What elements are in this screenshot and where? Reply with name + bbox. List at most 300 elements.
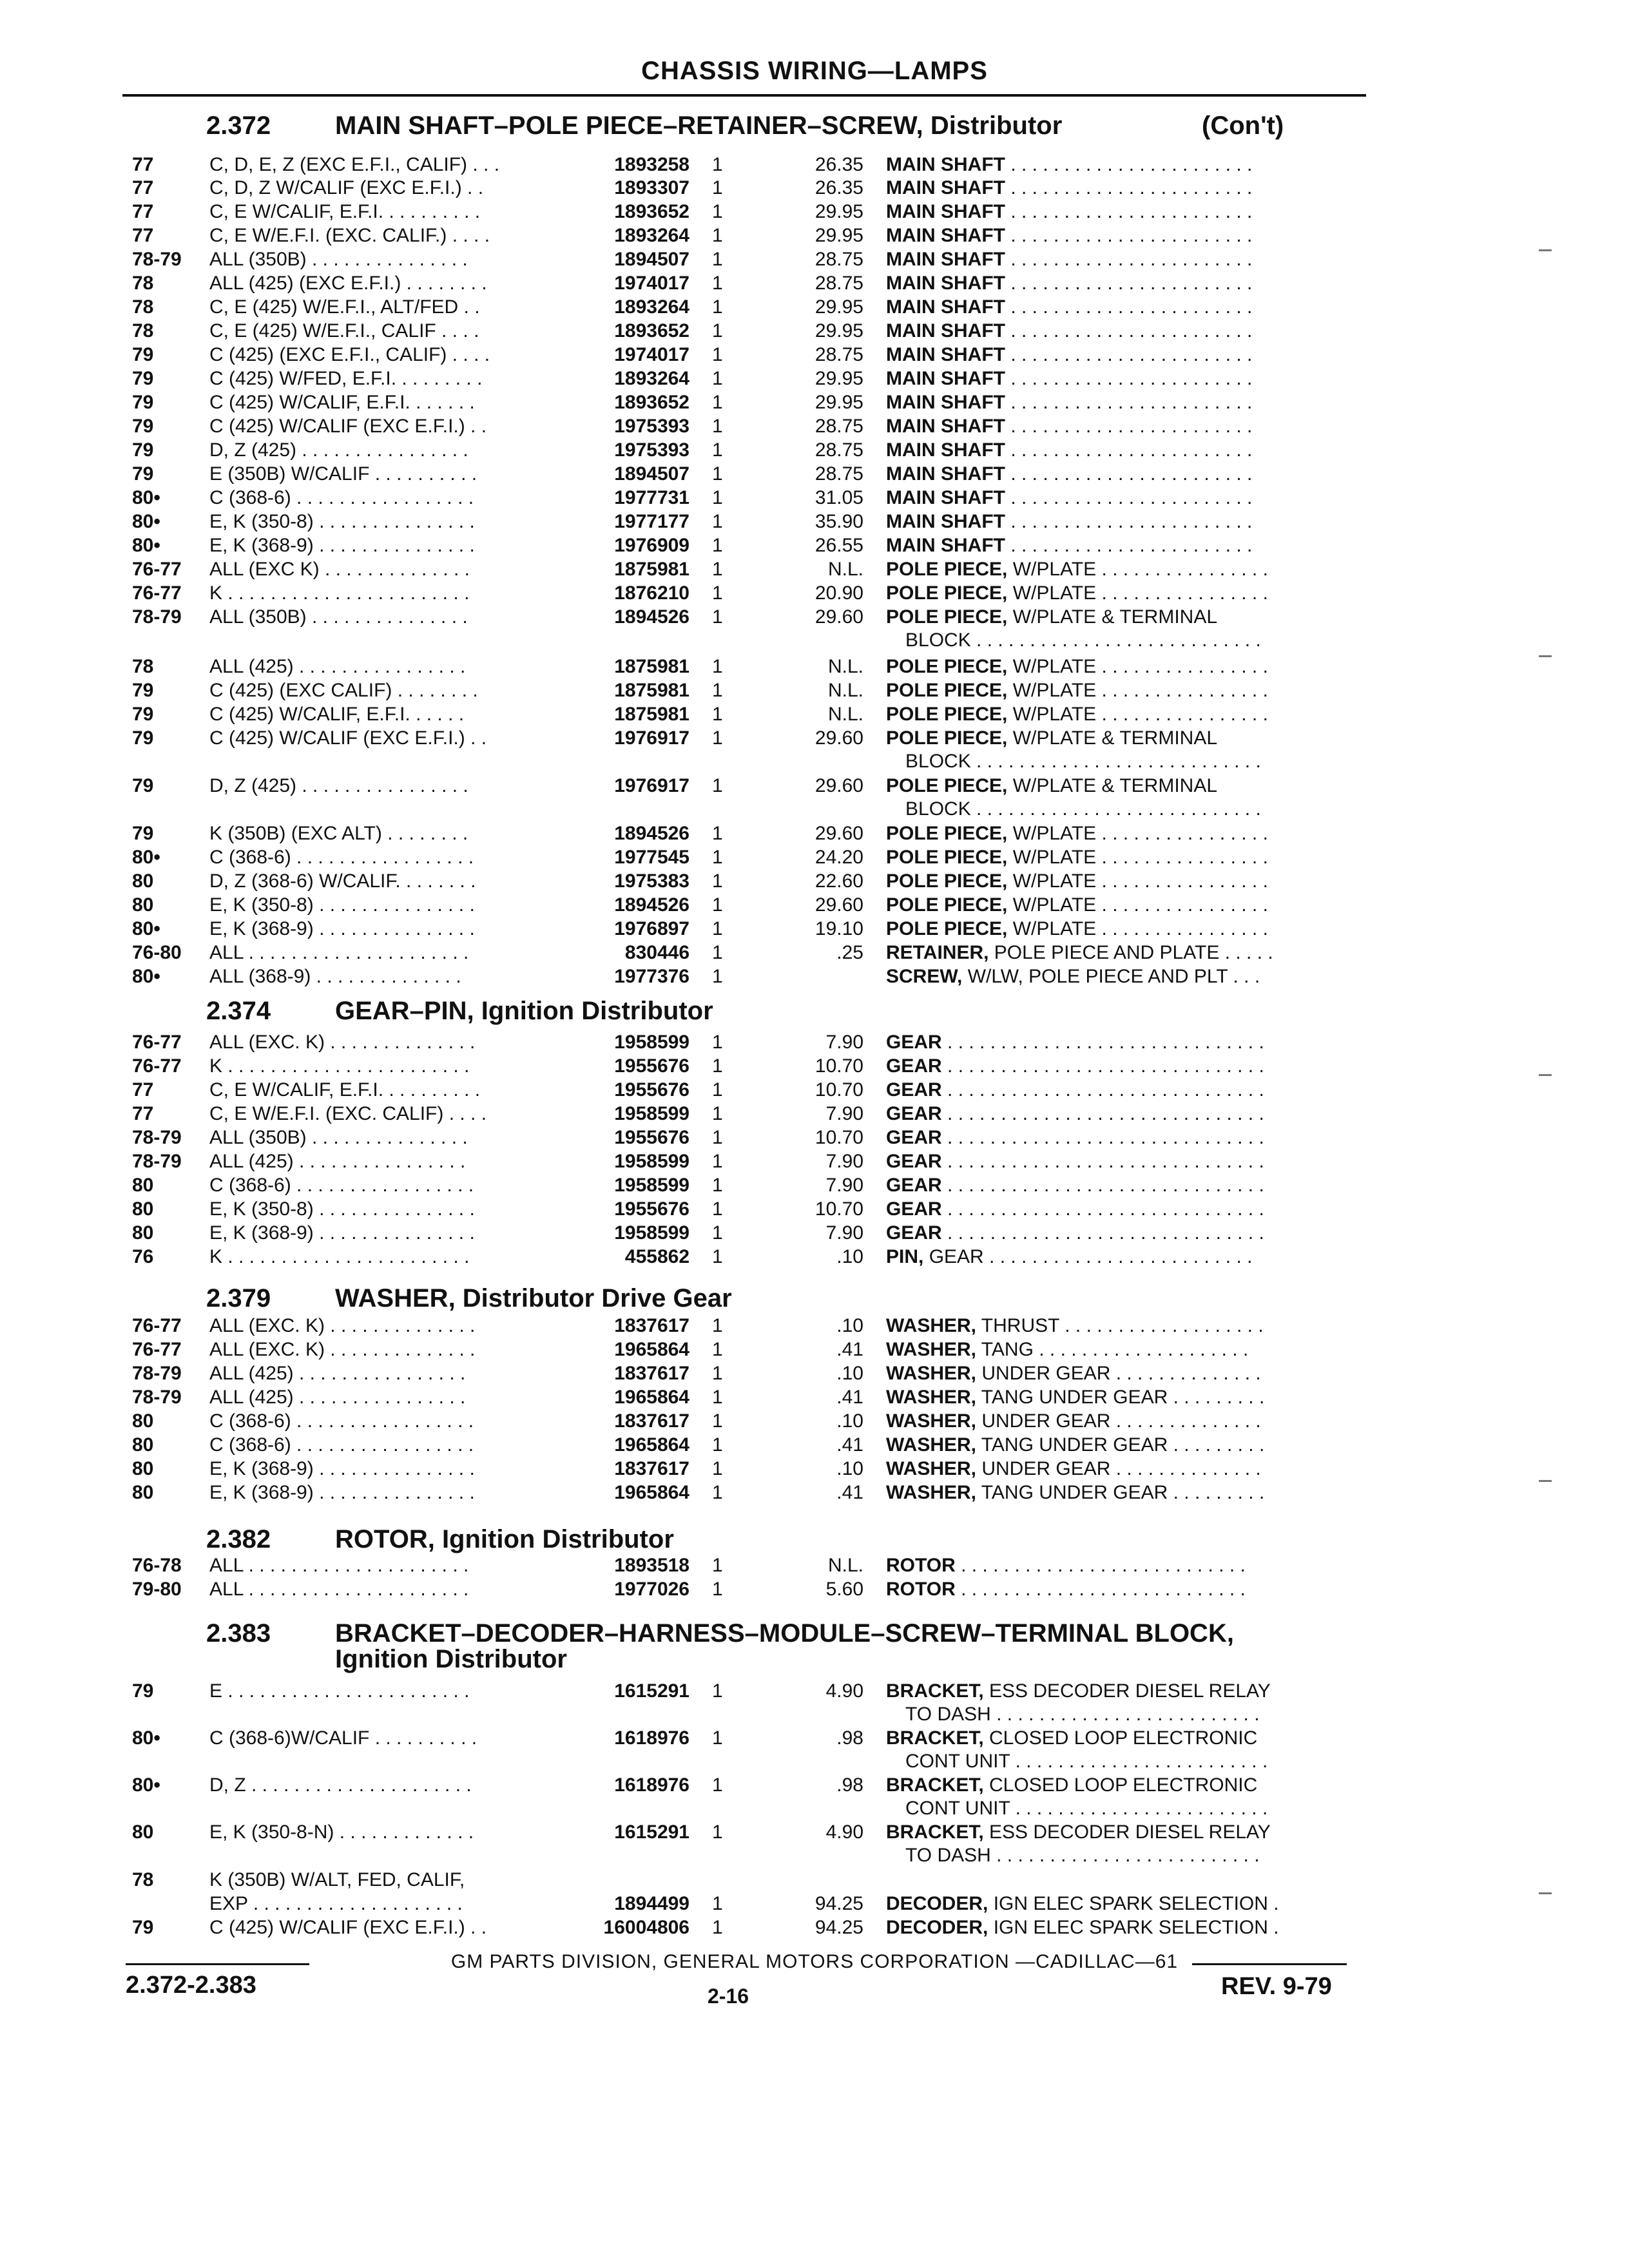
section-heading	[206, 111, 1284, 140]
page-title: CHASSIS WIRING—LAMPS	[641, 57, 988, 85]
table-row	[0, 272, 1629, 295]
part-number-cell: 1893652	[614, 201, 689, 222]
year-cell: 76-77	[132, 582, 182, 604]
description-cell	[886, 1821, 1366, 1844]
price-cell: 7.90	[825, 1151, 863, 1172]
quantity-cell: 1	[712, 775, 723, 796]
description-text: . . . . . . . . . . . . . . . . . . . . . . . . . . .	[955, 1555, 1246, 1576]
quantity-cell: 1	[712, 918, 723, 939]
model-cell: C, D, Z W/CALIF (EXC E.F.I.) . .	[209, 177, 484, 198]
part-number-cell: 1955676	[614, 1198, 689, 1220]
price-cell: 35.90	[815, 511, 863, 532]
description-text: . . . . . . . . . . . . . . . . . . . . . . . . . . . . . .	[941, 1198, 1264, 1220]
part-number-cell: 1977731	[614, 487, 689, 508]
section-title: BRACKET–DECODER–HARNESS–MODULE–SCREW–TERMINAL BLOCK,	[335, 1619, 1234, 1648]
description-cell	[886, 727, 1366, 750]
table-row	[0, 248, 1629, 271]
description-text: W/PLATE . . . . . . . . . . . . . . . .	[1007, 582, 1268, 604]
description-text: . . . . . . . . . . . . . . . . . . . . . . .	[1005, 201, 1253, 222]
model-cell: C, E (425) W/E.F.I., ALT/FED . .	[209, 296, 480, 318]
section-number: 2.374	[206, 997, 271, 1025]
year-cell: 79	[132, 368, 154, 389]
quantity-cell: 1	[712, 1917, 723, 1938]
part-number-cell: 1975383	[614, 870, 689, 892]
year-cell: 79	[132, 775, 154, 796]
description-text: . . . . . . . . . . . . . . . . . . . . . . .	[1005, 439, 1253, 461]
table-row	[0, 1198, 1629, 1221]
quantity-cell: 1	[712, 487, 723, 508]
part-number-cell: 16004806	[603, 1917, 689, 1938]
description-text: . . . . . . . . . . . . . . . . . . . . . . .	[1005, 487, 1253, 508]
section-title: MAIN SHAFT–POLE PIECE–RETAINER–SCREW, Distributor	[335, 111, 1063, 140]
description-cell	[886, 655, 1366, 678]
part-number-cell: 1958599	[614, 1222, 689, 1244]
description-text: . . . . . . . . . . . . . . . . . . . . . . .	[1005, 535, 1253, 556]
part-number-cell: 1976917	[614, 775, 689, 796]
year-cell: 79	[132, 1917, 154, 1938]
description-text: W/PLATE . . . . . . . . . . . . . . . .	[1007, 704, 1268, 725]
description-cell	[886, 1338, 1366, 1361]
footer-page-number: 2-16	[708, 1984, 749, 2008]
description-text: THRUST . . . . . . . . . . . . . . . . . . .	[976, 1315, 1264, 1336]
quantity-cell: 1	[712, 1363, 723, 1384]
quantity-cell: 1	[712, 1032, 723, 1053]
description-text: W/PLATE & TERMINAL	[1007, 775, 1218, 796]
quantity-cell: 1	[712, 727, 723, 749]
quantity-cell: 1	[712, 847, 723, 868]
year-cell: 78-79	[132, 1387, 182, 1408]
price-cell: 28.75	[815, 249, 863, 270]
year-cell: 79	[132, 439, 154, 461]
year-cell: 80	[132, 1482, 154, 1503]
description-cell	[886, 846, 1366, 869]
table-row	[0, 367, 1629, 390]
price-cell: N.L.	[827, 1555, 863, 1576]
description-keyword: DECODER,	[886, 1893, 988, 1914]
part-number-cell: 1894499	[614, 1893, 689, 1914]
price-cell: .98	[836, 1727, 863, 1749]
description-text: TANG . . . . . . . . . . . . . . . . . . . .	[976, 1339, 1249, 1360]
price-cell: 28.75	[815, 273, 863, 294]
description-text: . . . . . . . . . . . . . . . . . . . . . . .	[1005, 392, 1253, 413]
description-cell	[886, 1916, 1366, 1939]
description-cell	[886, 774, 1366, 798]
description-cell	[886, 534, 1366, 557]
description-keyword: MAIN SHAFT	[886, 487, 1005, 508]
description-keyword: POLE PIECE,	[886, 656, 1008, 677]
quantity-cell: 1	[712, 1579, 723, 1600]
quantity-cell: 1	[712, 439, 723, 461]
price-cell: 26.35	[815, 154, 863, 175]
description-keyword: POLE PIECE,	[886, 894, 1008, 916]
description-cell	[886, 1892, 1366, 1916]
model-cell: K (350B) W/ALT, FED, CALIF,	[209, 1869, 465, 1890]
margin-mark	[1539, 249, 1552, 251]
description-cell	[886, 367, 1366, 390]
quantity-cell: 1	[712, 511, 723, 532]
quantity-cell: 1	[712, 1680, 723, 1702]
description-keyword: WASHER,	[886, 1434, 977, 1456]
price-cell: 29.60	[815, 606, 863, 628]
part-number-cell: 1965864	[614, 1387, 689, 1408]
description-keyword: POLE PIECE,	[886, 775, 1008, 796]
description-cell	[886, 918, 1366, 941]
model-cell: E, K (368-9) . . . . . . . . . . . . . . .	[209, 1458, 475, 1479]
part-number-cell: 1894507	[614, 463, 689, 485]
year-cell: 80	[132, 1410, 154, 1432]
description-text: W/PLATE & TERMINAL	[1007, 606, 1218, 628]
model-cell: ALL . . . . . . . . . . . . . . . . . . . . .	[209, 1579, 469, 1600]
model-cell: C (425) W/CALIF, E.F.I. . . . . .	[209, 704, 465, 725]
part-number-cell: 1894526	[614, 823, 689, 844]
year-cell: 77	[132, 225, 154, 246]
part-number-cell: 1876210	[614, 582, 689, 604]
year-cell: 80	[132, 1222, 154, 1244]
model-cell: C (368-6) . . . . . . . . . . . . . . . . .	[209, 487, 474, 508]
model-cell: ALL (425) . . . . . . . . . . . . . . . .	[209, 1151, 466, 1172]
description-keyword: MAIN SHAFT	[886, 154, 1005, 175]
table-row	[0, 1457, 1629, 1481]
quantity-cell: 1	[712, 201, 723, 222]
table-row	[0, 1386, 1629, 1409]
price-cell: .25	[836, 942, 863, 963]
description-cell	[886, 1174, 1366, 1197]
part-number-cell: 1974017	[614, 273, 689, 294]
table-row	[0, 846, 1629, 869]
table-row	[0, 1126, 1629, 1149]
quantity-cell: 1	[712, 1410, 723, 1432]
table-row	[0, 1680, 1629, 1703]
quantity-cell: 1	[712, 1315, 723, 1336]
model-cell: C, E W/CALIF, E.F.I. . . . . . . . . .	[209, 1079, 481, 1100]
description-text: . . . . . . . . . . . . . . . . . . . . . . . . . . . . . .	[941, 1055, 1264, 1077]
price-cell: .41	[836, 1339, 863, 1360]
part-number-cell: 1977545	[614, 847, 689, 868]
year-cell: 79	[132, 823, 154, 844]
quantity-cell: 1	[712, 656, 723, 677]
description-cell	[886, 606, 1366, 629]
model-cell: E, K (350-8) . . . . . . . . . . . . . . .	[209, 894, 475, 916]
table-row	[0, 1150, 1629, 1173]
description-keyword: BRACKET,	[886, 1774, 984, 1796]
model-cell: C (368-6) . . . . . . . . . . . . . . . . .	[209, 847, 474, 868]
section-heading	[206, 1525, 674, 1554]
section-number: 2.379	[206, 1284, 271, 1312]
model-cell: C (425) W/CALIF, E.F.I. . . . . . .	[209, 392, 475, 413]
table-row	[0, 1916, 1629, 1939]
price-cell: 28.75	[815, 463, 863, 485]
year-cell: 78	[132, 320, 154, 341]
table-row	[0, 534, 1629, 557]
part-number-cell: 1894526	[614, 894, 689, 916]
table-row	[0, 463, 1629, 486]
quantity-cell: 1	[712, 1222, 723, 1244]
description-cell	[886, 1481, 1366, 1504]
year-cell: 77	[132, 201, 154, 222]
model-cell: ALL (425) (EXC E.F.I.) . . . . . . . .	[209, 273, 487, 294]
part-number-cell: 830446	[624, 942, 689, 963]
part-number-cell: 1976897	[614, 918, 689, 939]
description-cell	[886, 679, 1366, 702]
quantity-cell: 1	[712, 1821, 723, 1843]
quantity-cell: 1	[712, 392, 723, 413]
price-cell: 7.90	[825, 1175, 863, 1196]
description-text: TANG UNDER GEAR . . . . . . . . .	[976, 1387, 1265, 1408]
price-cell: 94.25	[815, 1917, 863, 1938]
table-row	[0, 941, 1629, 965]
price-cell: 10.70	[815, 1079, 863, 1100]
table-row	[0, 1079, 1629, 1102]
model-cell: C (425) (EXC CALIF) . . . . . . . .	[209, 680, 478, 701]
description-keyword: POLE PIECE,	[886, 606, 1008, 628]
description-cell	[886, 1727, 1366, 1750]
year-cell: 80	[132, 894, 154, 916]
description-cell	[886, 582, 1366, 605]
description-keyword: GEAR	[886, 1127, 942, 1148]
model-cell: ALL (425) . . . . . . . . . . . . . . . .	[209, 1387, 466, 1408]
quantity-cell: 1	[712, 1387, 723, 1408]
part-number-cell: 1955676	[614, 1079, 689, 1100]
price-cell: 10.70	[815, 1055, 863, 1077]
description-text: . . . . . . . . . . . . . . . . . . . . . . .	[1005, 225, 1253, 246]
model-cell: K . . . . . . . . . . . . . . . . . . . . . . .	[209, 582, 470, 604]
description-text: CLOSED LOOP ELECTRONIC	[983, 1774, 1258, 1796]
quantity-cell: 1	[712, 273, 723, 294]
quantity-cell: 1	[712, 1458, 723, 1479]
model-cell: ALL (EXC K) . . . . . . . . . . . . . .	[209, 559, 470, 580]
year-cell: 76-77	[132, 1055, 182, 1077]
model-cell: C, D, E, Z (EXC E.F.I., CALIF) . . .	[209, 154, 500, 175]
price-cell: 26.55	[815, 535, 863, 556]
description-text: ESS DECODER DIESEL RELAY	[983, 1821, 1271, 1843]
description-continuation: CONT UNIT . . . . . . . . . . . . . . . . . . . . . . . .	[905, 1798, 1268, 1819]
model-cell: E, K (350-8) . . . . . . . . . . . . . . .	[209, 511, 475, 532]
description-cell	[886, 870, 1366, 893]
model-cell: E (350B) W/CALIF . . . . . . . . . .	[209, 463, 477, 485]
description-cell	[886, 1198, 1366, 1221]
section-number: 2.382	[206, 1525, 271, 1553]
year-cell: 78-79	[132, 249, 182, 270]
quantity-cell: 1	[712, 1434, 723, 1456]
part-number-cell: 1977026	[614, 1579, 689, 1600]
table-row	[0, 727, 1629, 750]
part-number-cell: 1875981	[614, 680, 689, 701]
margin-mark	[1539, 1480, 1552, 1482]
description-text: . . . . . . . . . . . . . . . . . . . . . . .	[1005, 177, 1253, 198]
model-cell: D, Z (425) . . . . . . . . . . . . . . . .	[209, 439, 468, 461]
description-keyword: MAIN SHAFT	[886, 368, 1005, 389]
description-continuation: BLOCK . . . . . . . . . . . . . . . . . . . . . . . . . . .	[905, 798, 1261, 820]
model-cell: E, K (368-9) . . . . . . . . . . . . . . .	[209, 1222, 475, 1244]
margin-mark	[1539, 1892, 1552, 1894]
description-keyword: WASHER,	[886, 1339, 977, 1360]
price-cell: N.L.	[827, 704, 863, 725]
part-number-cell: 1875981	[614, 656, 689, 677]
year-cell: 80•	[132, 966, 160, 987]
price-cell: 29.95	[815, 201, 863, 222]
description-cell	[886, 415, 1366, 438]
margin-mark	[1539, 1074, 1552, 1076]
description-cell	[886, 463, 1366, 486]
description-keyword: MAIN SHAFT	[886, 296, 1005, 318]
description-text: . . . . . . . . . . . . . . . . . . . . . . . . . . . . . .	[941, 1079, 1264, 1100]
description-cell	[886, 1245, 1366, 1269]
model-cell: K . . . . . . . . . . . . . . . . . . . . . . .	[209, 1055, 470, 1077]
quantity-cell: 1	[712, 177, 723, 198]
footer-revision: REV. 9-79	[1221, 1973, 1332, 2000]
part-number-cell: 1977177	[614, 511, 689, 532]
quantity-cell: 1	[712, 966, 723, 987]
price-cell: 7.90	[825, 1222, 863, 1244]
year-cell: 77	[132, 154, 154, 175]
description-cell	[886, 1578, 1366, 1601]
description-text: W/PLATE . . . . . . . . . . . . . . . .	[1007, 847, 1268, 868]
quantity-cell: 1	[712, 942, 723, 963]
quantity-cell: 1	[712, 1555, 723, 1576]
part-number-cell: 1893652	[614, 392, 689, 413]
table-row	[0, 415, 1629, 438]
table-row	[0, 343, 1629, 367]
model-cell: C (425) W/CALIF (EXC E.F.I.) . .	[209, 416, 487, 437]
year-cell: 80•	[132, 1774, 160, 1796]
description-continuation: TO DASH . . . . . . . . . . . . . . . . . . . . . . . . .	[905, 1704, 1260, 1725]
part-number-cell: 1965864	[614, 1339, 689, 1360]
part-number-cell: 455862	[624, 1246, 689, 1267]
description-cell	[886, 1434, 1366, 1457]
quantity-cell: 1	[712, 296, 723, 318]
description-text: W/PLATE . . . . . . . . . . . . . . . .	[1007, 823, 1268, 844]
year-cell: 76	[132, 1246, 154, 1267]
part-number-cell: 1976909	[614, 535, 689, 556]
quantity-cell: 1	[712, 1774, 723, 1796]
price-cell: 29.60	[815, 727, 863, 749]
quantity-cell: 1	[712, 416, 723, 437]
year-cell: 76-77	[132, 1032, 182, 1053]
model-cell: C, E W/E.F.I. (EXC. CALIF) . . . .	[209, 1103, 487, 1124]
quantity-cell: 1	[712, 344, 723, 365]
part-number-cell: 1618976	[614, 1774, 689, 1796]
quantity-cell: 1	[712, 1893, 723, 1914]
description-cell	[886, 486, 1366, 510]
description-keyword: GEAR	[886, 1055, 942, 1077]
table-row	[0, 510, 1629, 533]
table-row	[0, 320, 1629, 343]
model-cell: D, Z (425) . . . . . . . . . . . . . . . .	[209, 775, 468, 796]
description-cell	[886, 272, 1366, 295]
description-cell	[886, 1055, 1366, 1078]
model-cell: E, K (368-9) . . . . . . . . . . . . . . .	[209, 1482, 475, 1503]
table-row	[0, 1362, 1629, 1385]
table-row	[0, 1821, 1629, 1844]
description-text: W/PLATE . . . . . . . . . . . . . . . .	[1007, 894, 1268, 916]
table-row	[0, 1245, 1629, 1269]
price-cell: 29.95	[815, 225, 863, 246]
description-text: CLOSED LOOP ELECTRONIC	[983, 1727, 1258, 1749]
description-text: TANG UNDER GEAR . . . . . . . . .	[976, 1434, 1265, 1456]
model-cell: C, E (425) W/E.F.I., CALIF . . . .	[209, 320, 479, 341]
table-row	[0, 1174, 1629, 1197]
year-cell: 79	[132, 680, 154, 701]
quantity-cell: 1	[712, 1246, 723, 1267]
description-cell	[886, 822, 1366, 845]
model-cell: ALL (425) . . . . . . . . . . . . . . . .	[209, 1363, 466, 1384]
section-number: 2.372	[206, 111, 271, 140]
description-keyword: GEAR	[886, 1103, 942, 1124]
description-keyword: MAIN SHAFT	[886, 201, 1005, 222]
table-row	[0, 1727, 1629, 1750]
description-text: POLE PIECE AND PLATE . . . . .	[988, 942, 1273, 963]
table-row	[0, 486, 1629, 510]
footer-range: 2.372-2.383	[126, 1972, 256, 1999]
table-row	[0, 1869, 1629, 1892]
description-keyword: MAIN SHAFT	[886, 249, 1005, 270]
year-cell: 76-77	[132, 1315, 182, 1336]
price-cell: 24.20	[815, 847, 863, 868]
quantity-cell: 1	[712, 823, 723, 844]
description-keyword: POLE PIECE,	[886, 847, 1008, 868]
part-number-cell: 1955676	[614, 1127, 689, 1148]
description-keyword: GEAR	[886, 1222, 942, 1244]
quantity-cell: 1	[712, 154, 723, 175]
part-number-cell: 1955676	[614, 1055, 689, 1077]
year-cell: 79	[132, 416, 154, 437]
price-cell: .41	[836, 1482, 863, 1503]
description-keyword: MAIN SHAFT	[886, 225, 1005, 246]
description-text: . . . . . . . . . . . . . . . . . . . . . . .	[1005, 463, 1253, 485]
table-row	[0, 918, 1629, 941]
table-row	[0, 1578, 1629, 1601]
model-cell: E, K (368-9) . . . . . . . . . . . . . . .	[209, 918, 475, 939]
year-cell: 79	[132, 727, 154, 749]
quantity-cell: 1	[712, 1079, 723, 1100]
quantity-cell: 1	[712, 368, 723, 389]
description-text: UNDER GEAR . . . . . . . . . . . . . .	[976, 1363, 1261, 1384]
description-keyword: GEAR	[886, 1079, 942, 1100]
part-number-cell: 1875981	[614, 704, 689, 725]
quantity-cell: 1	[712, 463, 723, 485]
table-row	[0, 822, 1629, 845]
year-cell: 79	[132, 463, 154, 485]
description-text: W/LW, POLE PIECE AND PLT . . .	[962, 966, 1260, 987]
price-cell: .98	[836, 1774, 863, 1796]
quantity-cell: 1	[712, 870, 723, 892]
description-text: . . . . . . . . . . . . . . . . . . . . . . .	[1005, 249, 1253, 270]
description-cell	[886, 1102, 1366, 1126]
description-cell	[886, 153, 1366, 177]
price-cell: .41	[836, 1434, 863, 1456]
price-cell: 7.90	[825, 1032, 863, 1053]
year-cell: 78	[132, 273, 154, 294]
part-number-cell: 1958599	[614, 1032, 689, 1053]
description-cell	[886, 439, 1366, 462]
description-text: . . . . . . . . . . . . . . . . . . . . . . . . . . . . . .	[941, 1103, 1264, 1124]
table-row	[0, 1554, 1629, 1577]
description-keyword: MAIN SHAFT	[886, 273, 1005, 294]
part-number-cell: 1893307	[614, 177, 689, 198]
part-number-cell: 1894507	[614, 249, 689, 270]
model-cell: EXP . . . . . . . . . . . . . . . . . . . .	[209, 1893, 463, 1914]
price-cell: 10.70	[815, 1198, 863, 1220]
quantity-cell: 1	[712, 320, 723, 341]
year-cell: 80•	[132, 847, 160, 868]
price-cell: 5.60	[825, 1579, 863, 1600]
part-number-cell: 1893652	[614, 320, 689, 341]
model-cell: C (425) W/CALIF (EXC E.F.I.) . .	[209, 1917, 487, 1938]
price-cell: N.L.	[827, 656, 863, 677]
price-cell: .10	[836, 1363, 863, 1384]
section-title: ROTOR, Ignition Distributor	[335, 1525, 674, 1553]
price-cell: 4.90	[825, 1821, 863, 1843]
